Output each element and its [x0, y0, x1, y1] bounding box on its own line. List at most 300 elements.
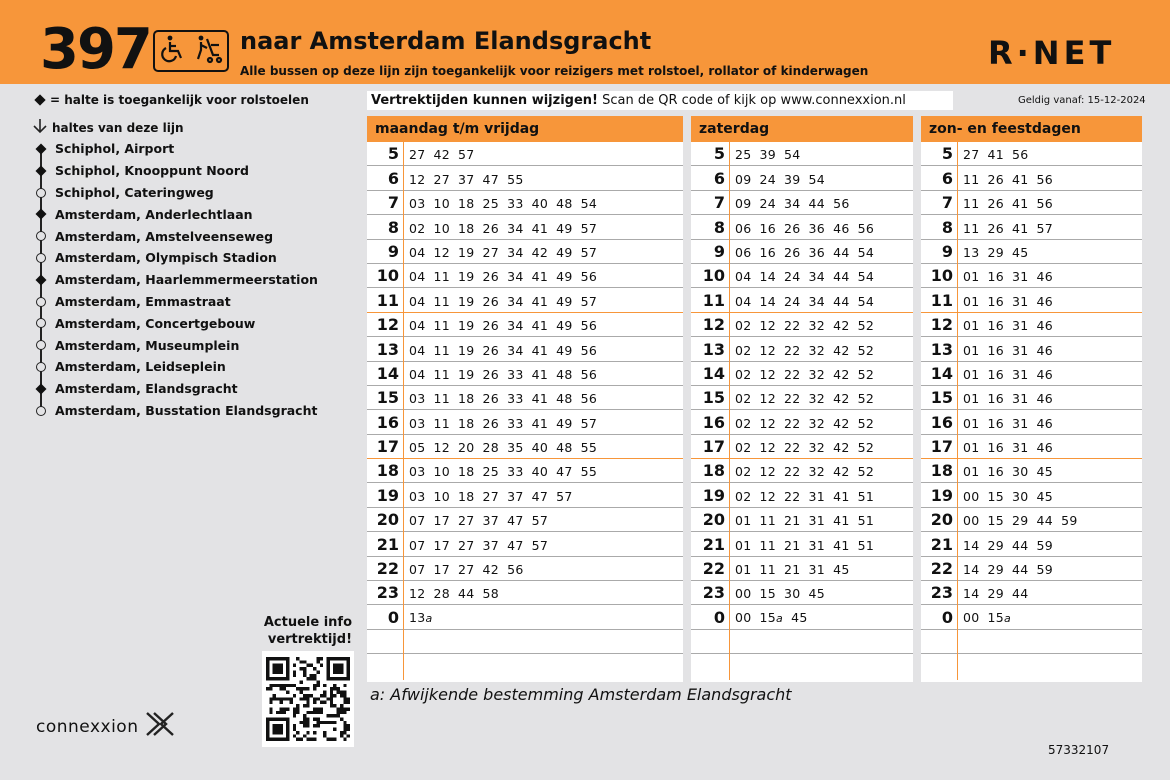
departure-minute: 41 [531, 415, 549, 431]
departure-minute: 14 [759, 293, 777, 309]
departure-minute: 31 [1012, 391, 1029, 407]
departure-minute: 59 [1036, 537, 1054, 553]
departure-minute: 19 [458, 244, 475, 260]
stop-circle-icon [32, 400, 50, 422]
hour-label: 19 [376, 485, 399, 505]
departure-minute: 52 [857, 415, 875, 431]
departure-minute: 15 [987, 513, 1005, 529]
departure-minute: 26 [482, 318, 500, 334]
departure-minute: 16 [987, 464, 1005, 480]
stop-item [32, 138, 352, 160]
departure-minute: 42 [833, 342, 850, 358]
hour-label: 12 [376, 315, 399, 335]
departure-minute: 56 [580, 269, 598, 285]
departure-minute: 57 [580, 415, 598, 431]
hour-label: 23 [702, 583, 725, 603]
departure-minute: 29 [987, 537, 1005, 553]
minutes [959, 343, 1061, 359]
departure-minute: 32 [808, 464, 826, 480]
hour-label: 22 [376, 559, 399, 579]
stop-circle-icon [32, 247, 50, 269]
departure-minute: 11 [759, 562, 777, 578]
departure-minute: 01 [963, 464, 980, 480]
hour-row [367, 215, 683, 239]
hour-label: 10 [930, 266, 953, 286]
departure-minute: 49 [556, 269, 573, 285]
hour-row [921, 557, 1142, 581]
departure-minute: 22 [784, 464, 801, 480]
departure-minute: 11 [759, 537, 777, 553]
departure-minute: 06 [735, 220, 752, 236]
departure-minute: 57 [580, 293, 598, 309]
departure-minute: 51 [857, 513, 875, 529]
accessible-stop-icon [32, 160, 50, 182]
departure-minute: 33 [507, 464, 524, 480]
departure-minute: 24 [784, 269, 801, 285]
minutes [405, 489, 581, 505]
hour-row [367, 435, 683, 459]
departure-minute: 49 [556, 220, 573, 236]
hour-label: 21 [930, 534, 953, 554]
departure-minute: 19 [458, 269, 475, 285]
minutes [959, 464, 1061, 480]
departure-minute: 56 [1036, 196, 1054, 212]
departure-minute: 02 [735, 342, 752, 358]
legend-accessible [36, 93, 309, 107]
departure-minute: 40 [531, 464, 549, 480]
hour-row [367, 362, 683, 386]
departure-minute: 12 [433, 244, 451, 260]
departure-minute: 31 [1012, 318, 1029, 334]
minutes [731, 440, 882, 456]
departure-minute: 10 [433, 488, 451, 504]
hour-row [367, 605, 683, 629]
departure-minute: 47 [507, 513, 524, 529]
departure-minute: 31 [808, 513, 826, 529]
departure-minute: 24 [784, 293, 801, 309]
arrow-down-icon [32, 118, 48, 137]
departure-minute: 51 [857, 537, 875, 553]
wheelchair-icon [157, 33, 189, 69]
departure-minute: 31 [1012, 293, 1029, 309]
departure-minute: 46 [1036, 318, 1054, 334]
minutes [405, 147, 483, 163]
hour-row [367, 386, 683, 410]
departure-minute: 24 [759, 171, 777, 187]
hour-row [691, 483, 913, 507]
hour-row [921, 264, 1142, 288]
column-body [367, 142, 683, 654]
minutes [959, 221, 1061, 237]
minutes [731, 513, 882, 529]
departure-minute: 26 [784, 220, 801, 236]
stroller-icon [193, 33, 225, 69]
hour-row [921, 166, 1142, 190]
departure-minute: 34 [808, 269, 826, 285]
departure-minute: 56 [857, 220, 875, 236]
minutes [731, 416, 882, 432]
departure-minute: 46 [1036, 440, 1054, 456]
departure-minute: 12 [759, 488, 777, 504]
departure-minute: 16 [987, 415, 1005, 431]
departure-minute: 42 [833, 318, 850, 334]
minutes [731, 221, 882, 237]
departure-minute: 55 [580, 440, 598, 456]
departure-minute: 54 [808, 171, 826, 187]
minutes [959, 367, 1061, 383]
departure-minute: 54 [857, 269, 875, 285]
legend-accessible-label: = halte is toegankelijk voor rolstoelen [50, 93, 309, 107]
departure-minute: 40 [531, 196, 549, 212]
departure-minute: 32 [808, 440, 826, 456]
departure-minute: 01 [963, 440, 980, 456]
departure-minute: 34 [507, 318, 524, 334]
hour-label: 8 [941, 217, 953, 237]
departure-minute: 41 [833, 537, 850, 553]
departure-minute: 40 [531, 440, 549, 456]
departure-minute: 46 [1036, 269, 1054, 285]
departure-minute: 21 [784, 513, 801, 529]
departure-minute: 56 [507, 562, 524, 578]
departure-minute: 31 [808, 488, 826, 504]
minutes [959, 269, 1061, 285]
timetable-sunday [921, 116, 1142, 682]
departure-minute: 42 [833, 366, 850, 382]
departure-minute: 12 [759, 318, 777, 334]
departure-minute: 44 [1012, 586, 1029, 602]
departure-minute: 48 [556, 391, 573, 407]
departure-minute: 30 [1012, 488, 1029, 504]
departure-minute: 26 [482, 415, 500, 431]
hour-row [367, 483, 683, 507]
departure-minute: 47 [482, 171, 500, 187]
departure-minute: 31 [808, 562, 826, 578]
hour-row [921, 483, 1142, 507]
accessible-stop-icon [32, 203, 50, 225]
hour-row [691, 386, 913, 410]
departure-minute: 13a [409, 609, 433, 625]
hour-row [691, 630, 913, 654]
minutes [405, 367, 605, 383]
departure-minute: 42 [833, 391, 850, 407]
departure-minute: 56 [580, 318, 598, 334]
departure-minute: 02 [735, 366, 752, 382]
departure-minute: 41 [1012, 220, 1029, 236]
departure-minute: 45 [808, 586, 826, 602]
departure-minute: 36 [808, 220, 826, 236]
hour-label: 0 [387, 607, 399, 627]
stop-name: Amsterdam, Concertgebouw [55, 315, 256, 331]
minutes [731, 196, 858, 212]
hour-row [367, 508, 683, 532]
hour-label: 6 [713, 168, 725, 188]
column-body [691, 142, 913, 654]
notice-text: Scan de QR code of kijk op www.connexxion.nl [597, 93, 906, 108]
departure-minute: 48 [556, 196, 573, 212]
departure-minute: 11 [433, 318, 451, 334]
departure-minute: 02 [735, 318, 752, 334]
hour-row [921, 581, 1142, 605]
departure-minute: 46 [1036, 342, 1054, 358]
departure-minute: 52 [857, 464, 875, 480]
minutes [405, 562, 532, 578]
departure-minute: 56 [580, 342, 598, 358]
departure-minute: 34 [507, 342, 524, 358]
departure-minute: 01 [963, 391, 980, 407]
departure-minute: 26 [987, 171, 1005, 187]
departure-minute: 56 [1012, 147, 1029, 163]
departure-minute: 12 [759, 440, 777, 456]
column-body [921, 142, 1142, 654]
header-banner [0, 0, 1170, 84]
departure-minute: 29 [987, 562, 1005, 578]
hour-label: 20 [702, 510, 725, 530]
departure-minute: 57 [1036, 220, 1054, 236]
hour-row [691, 142, 913, 166]
departure-minute: 04 [409, 244, 426, 260]
stop-name: Amsterdam, Emmastraat [55, 293, 231, 309]
departure-minute: 57 [580, 220, 598, 236]
stop-name: Amsterdam, Olympisch Stadion [55, 250, 277, 266]
hour-label: 23 [930, 583, 953, 603]
departure-minute: 02 [735, 464, 752, 480]
departure-minute: 46 [833, 220, 850, 236]
departure-minute: 47 [531, 488, 549, 504]
stop-item [32, 291, 352, 313]
departure-minute: 49 [556, 415, 573, 431]
rnet-logo: R·NET [988, 34, 1116, 72]
departure-minute: 11 [963, 196, 980, 212]
line-number: 397 [40, 17, 151, 82]
hour-label: 7 [713, 193, 725, 213]
timetable-weekdays [367, 116, 683, 682]
departure-minute: 56 [833, 196, 850, 212]
departure-minute: 01 [735, 513, 752, 529]
hour-label: 17 [930, 437, 953, 457]
departure-minute: 02 [735, 391, 752, 407]
notice-banner [367, 91, 953, 110]
minutes [731, 269, 882, 285]
departure-minute: 32 [808, 415, 826, 431]
departure-minute: 35 [507, 440, 524, 456]
hour-label: 17 [702, 437, 725, 457]
departure-minute: 46 [1036, 293, 1054, 309]
departure-minute: 39 [759, 147, 777, 163]
departure-minute: 41 [987, 147, 1005, 163]
minutes [405, 440, 605, 456]
connexxion-logo [36, 710, 176, 743]
departure-minute: 12 [759, 464, 777, 480]
hour-row [367, 532, 683, 556]
departure-minute: 11 [433, 342, 451, 358]
departure-minute: 41 [1012, 171, 1029, 187]
minutes [731, 538, 882, 554]
hour-row [367, 410, 683, 434]
hour-row [367, 142, 683, 166]
departure-minute: 01 [963, 342, 980, 358]
hour-label: 7 [941, 193, 953, 213]
departure-minute: 04 [409, 269, 426, 285]
departure-minute: 34 [507, 220, 524, 236]
departure-minute: 10 [433, 464, 451, 480]
hour-row [691, 508, 913, 532]
minutes [731, 294, 882, 310]
departure-minute: 48 [556, 366, 573, 382]
departure-minute: 04 [735, 269, 752, 285]
departure-minute: 32 [808, 342, 826, 358]
minutes [405, 513, 556, 529]
departure-minute: 46 [1036, 415, 1054, 431]
stop-item [32, 269, 352, 291]
qr-code[interactable] [262, 651, 354, 747]
departure-minute: 45 [1012, 244, 1029, 260]
hour-row [921, 630, 1142, 654]
departure-minute: 55 [580, 464, 598, 480]
minutes [405, 416, 605, 432]
stop-circle-icon [32, 225, 50, 247]
minutes [959, 586, 1037, 602]
departure-minute: 07 [409, 513, 426, 529]
hour-row [367, 313, 683, 337]
departure-minute: 57 [531, 513, 549, 529]
hour-label: 14 [376, 363, 399, 383]
stop-item [32, 400, 352, 422]
minutes [731, 610, 816, 627]
departure-minute: 16 [987, 391, 1005, 407]
departure-minute: 31 [1012, 366, 1029, 382]
minutes [405, 586, 507, 602]
minutes [731, 489, 882, 505]
departure-minute: 31 [1012, 415, 1029, 431]
hour-label: 11 [702, 290, 725, 310]
hour-row [367, 557, 683, 581]
departure-minute: 01 [963, 293, 980, 309]
hour-row [691, 240, 913, 264]
hour-label: 13 [930, 339, 953, 359]
departure-minute: 29 [1012, 513, 1029, 529]
departure-minute: 54 [784, 147, 801, 163]
departure-minute: 27 [409, 147, 426, 163]
departure-minute: 41 [531, 342, 549, 358]
minutes [959, 196, 1061, 212]
stop-name: Amsterdam, Museumplein [55, 337, 240, 353]
departure-minute: 11 [433, 415, 451, 431]
hour-label: 8 [713, 217, 725, 237]
departure-minute: 17 [433, 513, 451, 529]
minutes [731, 586, 833, 602]
qr-code-icon [266, 655, 350, 743]
departure-minute: 15 [987, 488, 1005, 504]
minutes [731, 147, 809, 163]
departure-minute: 30 [784, 586, 801, 602]
departure-minute: 18 [458, 488, 475, 504]
departure-minute: 33 [507, 415, 524, 431]
departure-minute: 03 [409, 415, 426, 431]
minutes [959, 513, 1086, 529]
departure-minute: 24 [759, 196, 777, 212]
departure-minute: 52 [857, 391, 875, 407]
hour-row [367, 166, 683, 190]
departure-minute: 18 [458, 391, 475, 407]
departure-minute: 25 [735, 147, 752, 163]
hour-label: 5 [713, 144, 725, 164]
stop-name: Schiphol, Cateringweg [55, 184, 214, 200]
departure-minute: 02 [735, 440, 752, 456]
departure-minute: 12 [759, 366, 777, 382]
departure-minute: 28 [482, 440, 500, 456]
departure-minute: 37 [482, 513, 500, 529]
minutes [405, 464, 605, 480]
departure-minute: 21 [784, 537, 801, 553]
hour-label: 16 [702, 412, 725, 432]
departure-minute: 49 [556, 318, 573, 334]
departure-minute: 03 [409, 196, 426, 212]
departure-minute: 12 [409, 171, 426, 187]
departure-minute: 01 [963, 318, 980, 334]
departure-minute: 55 [507, 171, 524, 187]
hour-row [367, 191, 683, 215]
departure-minute: 01 [735, 562, 752, 578]
departure-minute: 00 [963, 609, 980, 625]
hour-row [367, 630, 683, 654]
departure-minute: 10 [433, 196, 451, 212]
hour-row [921, 410, 1142, 434]
departure-minute: 03 [409, 488, 426, 504]
departure-minute: 01 [963, 415, 980, 431]
hour-label: 12 [702, 315, 725, 335]
departure-minute: 41 [531, 366, 549, 382]
departure-minute: 16 [759, 244, 777, 260]
departure-minute: 26 [987, 196, 1005, 212]
hour-row [921, 386, 1142, 410]
departure-minute: 22 [784, 366, 801, 382]
departure-minute: 27 [963, 147, 980, 163]
minutes [405, 196, 605, 212]
stop-circle-icon [32, 182, 50, 204]
departure-minute: 45 [1036, 464, 1054, 480]
departure-minute: 26 [987, 220, 1005, 236]
departure-minute: 07 [409, 562, 426, 578]
hour-row [691, 288, 913, 312]
hour-label: 15 [376, 388, 399, 408]
departure-minute: 15a [759, 609, 784, 625]
stop-name: Amsterdam, Leidseplein [55, 359, 226, 375]
departure-minute: 52 [857, 366, 875, 382]
departure-minute: 01 [735, 537, 752, 553]
departure-minute: 44 [1012, 537, 1029, 553]
departure-minute: 44 [833, 244, 850, 260]
departure-minute: 18 [458, 220, 475, 236]
hour-row [367, 288, 683, 312]
departure-minute: 03 [409, 464, 426, 480]
hour-label: 8 [387, 217, 399, 237]
departure-minute: 51 [857, 488, 875, 504]
departure-minute: 33 [507, 196, 524, 212]
minutes [405, 221, 605, 237]
legend-stops [32, 118, 184, 137]
minutes [405, 245, 605, 261]
departure-minute: 27 [458, 513, 475, 529]
departure-minute: 57 [531, 537, 549, 553]
departure-minute: 26 [482, 342, 500, 358]
document-code: 57332107 [1048, 743, 1110, 757]
departure-minute: 22 [784, 342, 801, 358]
hour-label: 10 [702, 266, 725, 286]
departure-minute: 18 [458, 196, 475, 212]
destination-title: naar Amsterdam Elandsgracht [240, 27, 652, 55]
stop-name: Amsterdam, Anderlechtlaan [55, 206, 253, 222]
departure-minute: 16 [987, 342, 1005, 358]
